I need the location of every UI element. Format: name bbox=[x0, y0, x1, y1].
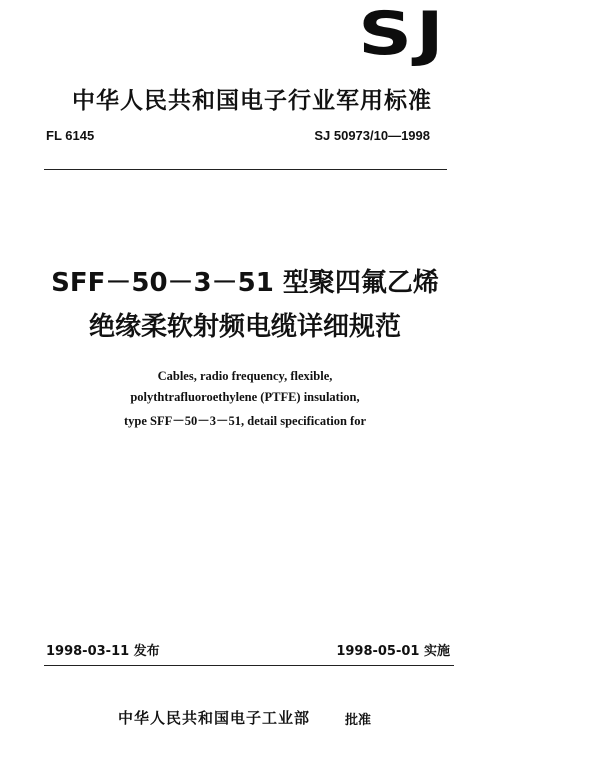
standard-category: 中华人民共和国电子行业军用标准 bbox=[72, 88, 432, 114]
title-en-line1: Cables, radio frequency, flexible, bbox=[157, 369, 333, 383]
classification-code: FL 6145 bbox=[46, 128, 95, 143]
approval-label: 批准 bbox=[345, 713, 372, 728]
issuing-authority: 中华人民共和国电子工业部 bbox=[118, 709, 311, 727]
sj-logo: SJ bbox=[358, 0, 448, 69]
title-zh-line1: SFF－50－3－51 型聚四氟乙烯 bbox=[51, 268, 439, 298]
top-divider bbox=[44, 169, 447, 170]
bottom-divider bbox=[44, 665, 454, 666]
title-zh-line2: 绝缘柔软射频电缆详细规范 bbox=[88, 312, 401, 342]
title-en-line3: type SFF－50－3－51, detail specification for bbox=[124, 414, 366, 428]
issue-date: 1998-03-11 发布 bbox=[46, 644, 160, 659]
standard-number: SJ 50973/10—1998 bbox=[314, 128, 430, 143]
effective-date: 1998-05-01 实施 bbox=[336, 644, 450, 659]
title-en-line2: polythtrafluoroethylene (PTFE) insulation, bbox=[130, 390, 360, 404]
